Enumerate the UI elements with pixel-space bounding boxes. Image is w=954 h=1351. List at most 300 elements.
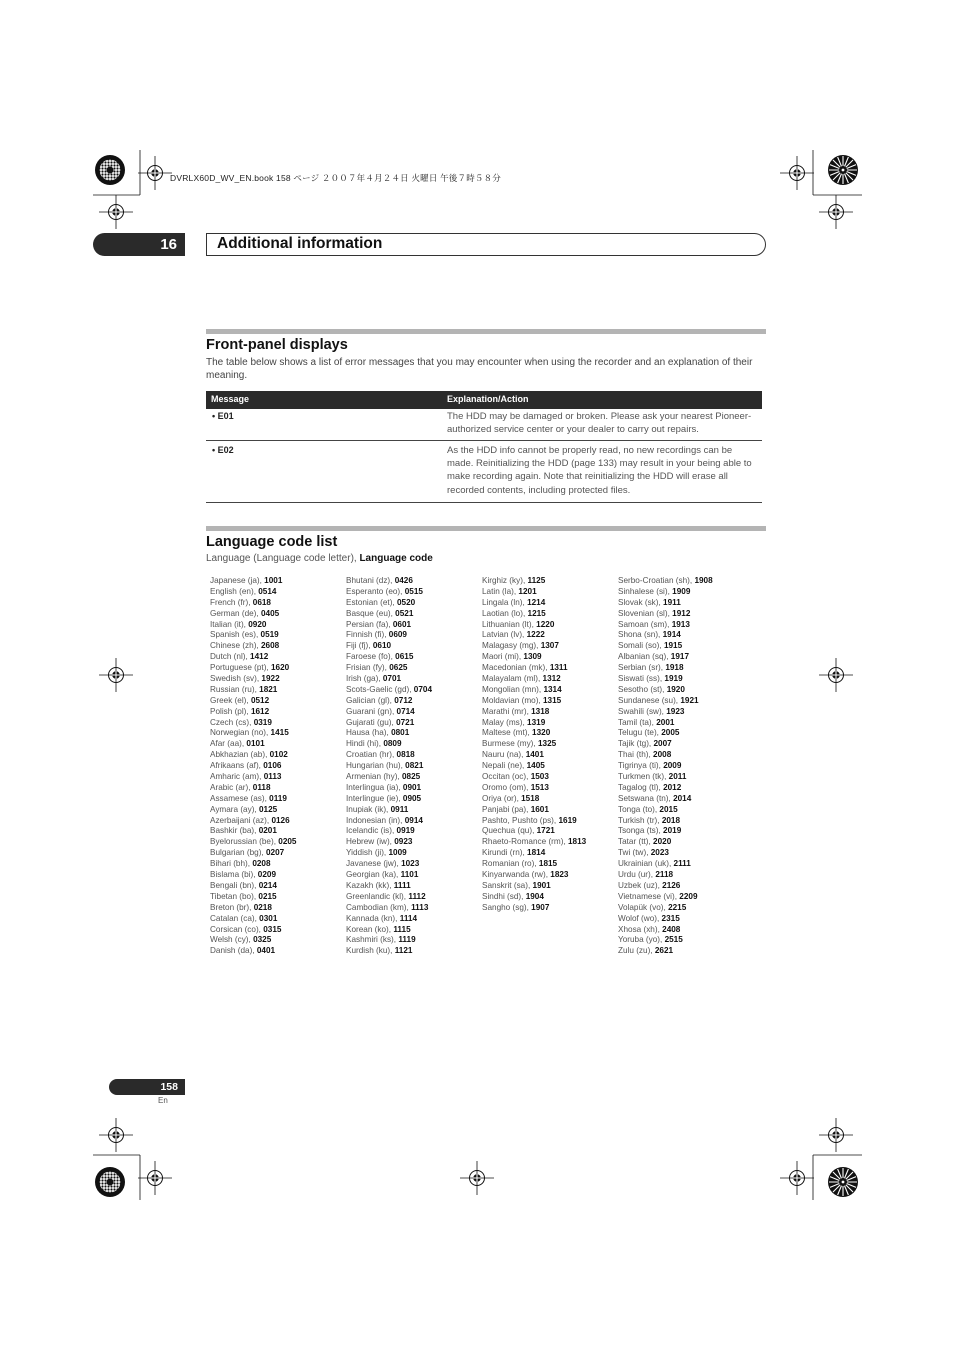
language-code: 1220 (536, 619, 555, 629)
language-name: Irish (ga), (346, 674, 383, 684)
language-code-title: Language code list (206, 534, 338, 550)
language-entry (210, 641, 345, 652)
language-name: English (en), (210, 586, 259, 596)
language-code: 0618 (252, 597, 271, 607)
language-entry (482, 750, 617, 761)
language-code: 0610 (372, 641, 392, 651)
language-entry (482, 728, 617, 739)
language-entry (346, 663, 481, 674)
language-code: 1813 (568, 837, 587, 847)
language-code: 0119 (269, 793, 287, 803)
language-name: Oromo (om), (482, 782, 531, 792)
language-entry (482, 609, 617, 620)
language-code-subtitle (206, 553, 433, 564)
language-column-1 (210, 576, 345, 957)
language-name: Laotian (lo), (482, 608, 528, 618)
language-name: Romanian (ro), (482, 859, 539, 869)
language-code: 0712 (394, 695, 413, 705)
message-column-header: Message (211, 394, 250, 404)
language-name: Croatian (hr), (346, 750, 397, 760)
language-name: Kurdish (ku), (346, 946, 395, 956)
language-name: Bhutani (dz), (346, 576, 395, 585)
language-code: 0208 (252, 859, 271, 869)
language-code: 2014 (673, 793, 692, 803)
subtitle-plain: Language (Language code letter), (206, 553, 360, 564)
page-number: 158 (109, 1079, 185, 1095)
language-name: Slovak (sk), (618, 597, 664, 607)
language-entry (482, 739, 617, 750)
language-entry (618, 794, 753, 805)
language-name: Portuguese (pt), (210, 663, 271, 673)
language-entry (482, 783, 617, 794)
language-entry (210, 837, 345, 848)
language-code: 0118 (252, 782, 271, 792)
language-code: 2008 (653, 750, 672, 760)
language-code: 1921 (680, 695, 699, 705)
language-code: 0615 (395, 652, 414, 662)
language-entry (618, 837, 753, 848)
language-code: 0102 (269, 750, 288, 760)
language-code: 0325 (253, 935, 272, 945)
language-code: 0214 (258, 880, 277, 890)
language-entry (482, 696, 617, 707)
language-entry (618, 641, 753, 652)
language-entry (210, 750, 345, 761)
language-code: 1023 (401, 859, 420, 869)
language-name: Persian (fa), (346, 619, 393, 629)
language-entry (618, 772, 753, 783)
language-name: Hindi (hi), (346, 739, 384, 749)
language-entry (210, 761, 345, 772)
language-name: Tamil (ta), (618, 717, 657, 727)
language-name: Frisian (fy), (346, 663, 390, 673)
language-name: Nepali (ne), (482, 761, 527, 771)
language-code: 1619 (558, 815, 577, 825)
language-entry (482, 641, 617, 652)
language-name: Malay (ms), (482, 717, 528, 727)
language-name: Tibetan (bo), (210, 891, 259, 901)
language-entry (210, 598, 345, 609)
language-code: 2315 (661, 913, 680, 923)
language-entry (346, 707, 481, 718)
language-code: 0215 (258, 891, 277, 901)
language-entry (482, 826, 617, 837)
language-name: Yiddish (ji), (346, 848, 389, 858)
language-entry (618, 685, 753, 696)
language-name: French (fr), (210, 597, 253, 607)
language-code: 1121 (394, 946, 413, 956)
language-name: Corsican (co), (210, 924, 264, 934)
language-entry (618, 663, 753, 674)
language-entry (618, 925, 753, 936)
language-entry (618, 587, 753, 598)
language-name: Bengali (bn), (210, 880, 259, 890)
language-code: 1314 (543, 684, 562, 694)
language-name: Kazakh (kk), (346, 880, 394, 890)
language-name: Tsonga (ts), (618, 826, 664, 836)
language-code: 1114 (399, 913, 418, 923)
language-entry (210, 609, 345, 620)
language-code: 2515 (664, 935, 683, 945)
language-entry (210, 794, 345, 805)
language-code: 0426 (394, 576, 413, 585)
language-entry (618, 870, 753, 881)
language-code: 2015 (659, 804, 678, 814)
language-name: Rhaeto-Romance (rm), (482, 837, 568, 847)
language-name: Twi (tw), (618, 848, 651, 858)
language-name: Faroese (fo), (346, 652, 396, 662)
language-code: 1911 (663, 597, 681, 607)
language-entry (618, 630, 753, 641)
language-code: 0301 (259, 913, 278, 923)
language-entry (346, 946, 481, 957)
language-entry (482, 630, 617, 641)
language-entry (210, 881, 345, 892)
language-entry (618, 609, 753, 620)
language-code: 2111 (673, 859, 691, 869)
language-code: 0126 (271, 815, 290, 825)
language-entry (618, 739, 753, 750)
section-divider (206, 329, 766, 334)
language-entry (346, 652, 481, 663)
language-entry (346, 598, 481, 609)
language-code: 0101 (246, 739, 265, 749)
language-name: Siswati (ss), (618, 674, 665, 684)
language-name: Burmese (my), (482, 739, 538, 749)
language-name: Lingala (ln), (482, 597, 528, 607)
language-code: 1721 (536, 826, 555, 836)
language-name: Oriya (or), (482, 793, 522, 803)
language-name: Afrikaans (af), (210, 761, 264, 771)
language-entry (482, 674, 617, 685)
language-entry (482, 718, 617, 729)
language-entry (210, 925, 345, 936)
language-entry (210, 935, 345, 946)
error-table-header (206, 391, 762, 409)
language-code: 0515 (404, 586, 423, 596)
language-name: Ukrainian (uk), (618, 859, 674, 869)
language-name: Welsh (cy), (210, 935, 254, 945)
language-entry (210, 718, 345, 729)
language-name: Finnish (fi), (346, 630, 389, 640)
language-name: Hungarian (hu), (346, 761, 406, 771)
language-name: Bihari (bh), (210, 859, 253, 869)
language-entry (210, 630, 345, 641)
language-code: 0520 (396, 597, 416, 607)
language-code: 0818 (396, 750, 415, 760)
language-entry (346, 718, 481, 729)
language-entry (618, 707, 753, 718)
language-name: Cambodian (km), (346, 902, 412, 912)
language-name: Marathi (mr), (482, 706, 532, 716)
language-name: Afar (aa), (210, 739, 247, 749)
front-panel-title: Front-panel displays (206, 337, 348, 353)
language-entry (482, 903, 617, 914)
language-code: 2011 (668, 772, 687, 782)
language-entry (482, 837, 617, 848)
language-name: Azerbaijani (az), (210, 815, 272, 825)
language-name: Tajik (tg), (618, 739, 654, 749)
language-name: Shona (sn), (618, 630, 663, 640)
language-entry (618, 576, 753, 587)
language-entry (618, 903, 753, 914)
language-entry (618, 652, 753, 663)
language-name: Urdu (ur), (618, 870, 656, 880)
language-entry (618, 935, 753, 946)
language-code: 1908 (694, 576, 713, 585)
language-entry (210, 707, 345, 718)
language-name: Moldavian (mo), (482, 695, 543, 705)
language-code: 0920 (248, 619, 267, 629)
language-name: Korean (ko), (346, 924, 394, 934)
language-name: Indonesian (in), (346, 815, 405, 825)
language-entry (210, 652, 345, 663)
language-entry (482, 859, 617, 870)
language-code: 1913 (671, 619, 690, 629)
language-entry (482, 816, 617, 827)
language-entry (210, 826, 345, 837)
language-code: 2019 (663, 826, 682, 836)
language-entry (210, 848, 345, 859)
language-name: Sinhalese (si), (618, 586, 673, 596)
language-entry (482, 685, 617, 696)
language-name: Samoan (sm), (618, 619, 672, 629)
language-name: Georgian (ka), (346, 870, 401, 880)
language-code: 1405 (526, 761, 545, 771)
language-entry (346, 826, 481, 837)
language-name: Tonga (to), (618, 804, 660, 814)
language-code: 1115 (393, 924, 411, 934)
language-entry (210, 620, 345, 631)
language-name: Spanish (es), (210, 630, 261, 640)
language-code: 1922 (261, 674, 280, 684)
language-code: 0923 (394, 837, 413, 847)
language-name: Sesotho (st), (618, 684, 667, 694)
language-name: Sundanese (su), (618, 695, 681, 705)
language-entry (482, 587, 617, 598)
language-code: 0512 (250, 695, 270, 705)
page-language: En (158, 1096, 168, 1105)
language-code: 0205 (278, 837, 297, 847)
language-name: Bislama (bi), (210, 870, 258, 880)
language-code: 0821 (405, 761, 424, 771)
language-name: Hebrew (iw), (346, 837, 395, 847)
language-code: 1907 (531, 902, 550, 912)
language-code: 0514 (258, 586, 277, 596)
language-code: 2621 (654, 946, 674, 956)
language-entry (210, 587, 345, 598)
language-entry (482, 870, 617, 881)
language-name: Kashmiri (ks), (346, 935, 399, 945)
language-name: Latvian (lv), (482, 630, 527, 640)
language-code: 2005 (661, 728, 680, 738)
language-name: Telugu (te), (618, 728, 662, 738)
language-entry (210, 685, 345, 696)
language-entry (346, 609, 481, 620)
language-entry (210, 805, 345, 816)
language-entry (346, 859, 481, 870)
language-code: 0801 (391, 728, 410, 738)
language-entry (210, 946, 345, 957)
language-code: 1320 (532, 728, 551, 738)
language-code: 1620 (270, 663, 290, 673)
language-name: Sangho (sg), (482, 902, 532, 912)
language-name: Inupiak (ik), (346, 804, 391, 814)
language-entry (618, 946, 753, 957)
language-name: Serbo-Croatian (sh), (618, 576, 695, 585)
language-code: 1201 (518, 586, 537, 596)
language-name: Macedonian (mk), (482, 663, 550, 673)
language-name: Xhosa (xh), (618, 924, 663, 934)
language-entry (482, 892, 617, 903)
language-entry (346, 794, 481, 805)
language-code: 0901 (402, 782, 422, 792)
language-name: Maori (mi), (482, 652, 524, 662)
language-name: Serbian (sr), (618, 663, 666, 673)
language-name: Malagasy (mg), (482, 641, 541, 651)
chapter-number-tab: 16 (93, 233, 185, 256)
language-name: Pashto, Pushto (ps), (482, 815, 559, 825)
language-name: Maltese (mt), (482, 728, 533, 738)
language-code: 0721 (396, 717, 415, 727)
language-entry (618, 805, 753, 816)
language-entry (210, 663, 345, 674)
language-code: 0519 (260, 630, 279, 640)
language-entry (482, 620, 617, 631)
language-name: Fiji (fj), (346, 641, 373, 651)
language-name: Setswana (tn), (618, 793, 674, 803)
language-entry (210, 914, 345, 925)
language-name: Arabic (ar), (210, 782, 253, 792)
print-job-line: DVRLX60D_WV_EN.book 158 ページ ２００７年４月２４日 火曜日 午後７時５８分 (170, 173, 502, 183)
language-name: Turkish (tr), (618, 815, 662, 825)
language-code: 1821 (259, 684, 278, 694)
language-name: Sindhi (sd), (482, 891, 526, 901)
language-entry (346, 805, 481, 816)
language-name: Chinese (zh), (210, 641, 261, 651)
language-name: Italian (it), (210, 619, 249, 629)
language-entry (210, 903, 345, 914)
language-entry (346, 870, 481, 881)
language-entry (346, 674, 481, 685)
language-code: 1513 (530, 782, 549, 792)
language-code: 0207 (265, 848, 285, 858)
language-name: Kannada (kn), (346, 913, 400, 923)
language-name: Wolof (wo), (618, 913, 662, 923)
language-code: 1923 (666, 706, 685, 716)
language-code: 1918 (665, 663, 684, 673)
language-entry (346, 587, 481, 598)
language-entry (618, 848, 753, 859)
language-entry (346, 892, 481, 903)
language-name: Sanskrit (sa), (482, 880, 533, 890)
language-code: 2209 (679, 891, 698, 901)
language-code: 0315 (263, 924, 282, 934)
language-code: 2408 (662, 924, 681, 934)
language-entry (346, 837, 481, 848)
language-name: Gujarati (gu), (346, 717, 397, 727)
language-entry (618, 674, 753, 685)
language-name: Greenlandic (kl), (346, 891, 409, 901)
language-name: Armenian (hy), (346, 772, 402, 782)
language-code: 1325 (537, 739, 557, 749)
language-name: Hausa (ha), (346, 728, 392, 738)
language-entry (346, 816, 481, 827)
language-entry (346, 848, 481, 859)
language-name: Somali (so), (618, 641, 664, 651)
language-entry (618, 859, 753, 870)
language-name: Danish (da), (210, 946, 257, 956)
language-column-4 (618, 576, 753, 957)
language-code: 0914 (404, 815, 423, 825)
language-name: Catalan (ca), (210, 913, 260, 923)
language-entry (618, 881, 753, 892)
language-code: 1920 (666, 684, 685, 694)
language-name: Czech (cs), (210, 717, 254, 727)
language-entry (346, 576, 481, 587)
table-bottom-rule (206, 502, 762, 503)
language-entry (346, 728, 481, 739)
language-code: 1309 (523, 652, 542, 662)
language-entry (618, 826, 753, 837)
chapter-title: Additional information (217, 235, 383, 252)
language-code: 1215 (527, 608, 546, 618)
front-panel-intro: The table below shows a list of error messages that you may encounter when using the recorder and an explanation of their meaning. (206, 357, 753, 381)
language-entry (482, 707, 617, 718)
language-code: 0319 (253, 717, 272, 727)
language-entry (346, 739, 481, 750)
language-entry (210, 870, 345, 881)
language-name: Latin (la), (482, 586, 519, 596)
language-entry (618, 750, 753, 761)
language-entry (210, 739, 345, 750)
language-entry (482, 663, 617, 674)
language-name: Estonian (et), (346, 597, 397, 607)
language-code: 1101 (400, 870, 419, 880)
language-code: 0825 (401, 772, 421, 782)
language-code: 0919 (396, 826, 415, 836)
language-code: 1401 (525, 750, 544, 760)
language-code: 1307 (540, 641, 559, 651)
language-code: 1214 (527, 597, 546, 607)
language-name: Malayalam (ml), (482, 674, 543, 684)
language-name: Amharic (am), (210, 772, 264, 782)
language-code: 1814 (527, 848, 546, 858)
language-code: 1919 (664, 674, 683, 684)
language-code: 1415 (270, 728, 289, 738)
error-message-e02: • E02 (212, 445, 234, 455)
language-entry (346, 914, 481, 925)
language-name: Swahili (sw), (618, 706, 667, 716)
language-code: 1119 (398, 935, 416, 945)
language-name: Esperanto (eo), (346, 586, 405, 596)
language-code: 0704 (413, 684, 433, 694)
language-name: Volapük (vo), (618, 902, 669, 912)
language-name: Aymara (ay), (210, 804, 259, 814)
error-explanation-e01: The HDD may be damaged or broken. Please ask your nearest Pioneer-authorized service center or your dealer to carry out repairs. (447, 411, 752, 436)
language-entry (210, 696, 345, 707)
language-code: 1311 (549, 663, 568, 673)
language-name: Zulu (zu), (618, 946, 655, 956)
language-name: Icelandic (is), (346, 826, 397, 836)
language-entry (346, 696, 481, 707)
language-name: Kinyarwanda (rw), (482, 870, 551, 880)
language-name: Breton (br), (210, 902, 254, 912)
language-entry (482, 576, 617, 587)
language-code: 2020 (653, 837, 672, 847)
language-name: Japanese (ja), (210, 576, 265, 585)
language-code: 2009 (663, 761, 682, 771)
